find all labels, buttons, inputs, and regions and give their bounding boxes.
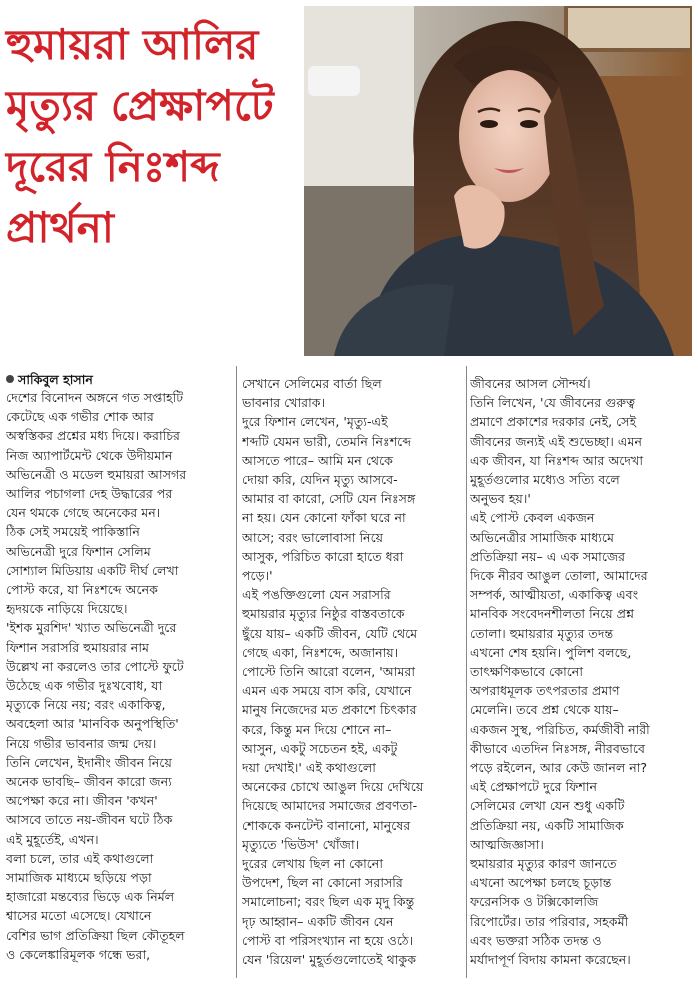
body-text-line: মেলেনি। তবে প্রশ্ন থেকে যায়– xyxy=(470,702,619,718)
byline-author: সাকিবুল হাসান xyxy=(18,372,93,387)
body-text-line: এক জীবন, যা নিঃশব্দ আর অদেখা xyxy=(470,452,643,468)
body-text-line: পোস্টে তিনি আরো বলেন, 'আমরা xyxy=(242,664,416,680)
article-column-3 xyxy=(470,374,692,969)
body-text-line: পড়ে।' xyxy=(242,568,273,584)
body-text-line: পড়ে রইলেন, আর কেউ জানল না? xyxy=(470,760,648,776)
body-text-line: দিয়েছে আমাদের সমাজের প্রবণতা- xyxy=(242,798,418,814)
body-text-line: আসতে পারে– আমি মন থেকে xyxy=(242,452,393,468)
body-text-line: ভাবনার খোরাক। xyxy=(242,395,326,411)
body-text-line: বলা চলে, তার এই কথাগুলো xyxy=(6,850,154,866)
body-text-line: সম্পর্ক, আত্মীয়তা, একাকিত্ব এবং xyxy=(470,587,639,603)
body-text-line: আত্মজিজ্ঞাসা। xyxy=(470,836,544,852)
body-text-line: মৃত্যুতে 'ভিউস' খোঁজা। xyxy=(242,836,360,852)
body-text-line: আমার বা কারো, সেটি যেন নিঃসঙ্গ xyxy=(242,491,416,507)
body-text-line: এখনো শেষ হয়নি। পুলিশ বলছে, xyxy=(470,644,632,660)
body-text-line: আলির পচাগলা দেহ উদ্ধারের পর xyxy=(6,486,173,502)
body-text-line: মর্যাদাপূর্ণ বিদায় কামনা করেছেন। xyxy=(470,952,631,968)
body-text-line: দৃঢ় আহ্বান– একটি জীবন যেন xyxy=(242,913,394,929)
body-text-line: ফরেনসিক ও টক্সিকোলজি xyxy=(470,894,599,910)
body-text-line: আসে; বরং ভালোবাসা নিয়ে xyxy=(242,529,384,545)
body-text-line: ফিশান সরাসরি হুমায়রার নাম xyxy=(6,639,149,655)
body-text-line: নিয়ে গভীর ভাবনার জন্ম দেয়। xyxy=(6,735,157,751)
body-text-line: অপরাধমূলক তৎপরতার প্রমাণ xyxy=(470,683,620,699)
body-text-line: আসুন, একটু সচেতন হই, একটু xyxy=(242,740,398,756)
body-text-line: প্রতিক্রিয়া নয়– এ এক সমাজের xyxy=(470,548,626,564)
body-text-line: এই পঙক্তিগুলো যেন সরাসরি xyxy=(242,587,391,603)
article-column-1 xyxy=(6,388,232,964)
body-text-line: ছুঁয়ে যায়– একটি জীবন, যেটি থেমে xyxy=(242,625,418,641)
body-text-line: অনেক ভাবছি– জীবন কারো জন্য xyxy=(6,774,172,790)
body-text-line: যেন 'রিয়েল' মুহূর্তগুলোতেই থাকুক xyxy=(242,952,417,968)
body-text-line: রিপোর্টের। তার পরিবার, সহকর্মী xyxy=(470,913,629,929)
body-text-line: সামাজিক মাধ্যমে ছড়িয়ে পড়া xyxy=(6,870,152,886)
body-text-line: প্রতিক্রিয়া নয়, একটি সামাজিক xyxy=(470,817,624,833)
body-text-line: দিকে নীরব আঙুল তোলা, আমাদের xyxy=(470,568,648,584)
body-text-line: বেশির ভাগ প্রতিক্রিয়া ছিল কৌতূহল xyxy=(6,927,185,943)
portrait-photo xyxy=(304,6,692,356)
body-text-line: যেন থমকে গেছে অনেকের মন। xyxy=(6,505,161,521)
body-text-line: গেছে একা, নিঃশব্দে, অজানায়। xyxy=(242,644,399,660)
body-text-line: অভিনেত্রীর সামাজিক মাধ্যমে xyxy=(470,529,614,545)
body-text-line: তিনি লিখেন, 'যে জীবনের গুরুত্ব xyxy=(470,395,636,411)
body-text-line: দুরের লেখায় ছিল না কোনো xyxy=(242,856,383,872)
body-text-line: নিজ অ্যাপার্টমেন্ট থেকে উদীয়মান xyxy=(6,447,173,463)
body-text-line: এখনো অপেক্ষা চলছে চূড়ান্ত xyxy=(470,875,612,891)
body-text-line: তিনি লেখেন, ইদানীং জীবন নিয়ে xyxy=(6,754,172,770)
body-text-line: জীবনের আসল সৌন্দর্য। xyxy=(470,376,591,391)
body-text-line: মুহূর্তগুলোর মধ্যেও সত্যি বলে xyxy=(470,472,620,488)
body-text-line: মৃত্যুকে নিয়ে নয়; বরং একাকিত্ব, xyxy=(6,697,166,713)
body-text-line: এবং ভক্তরা সঠিক তদন্ত ও xyxy=(470,932,602,948)
byline-bullet-icon xyxy=(6,375,14,383)
body-text-line: সেখানে সেলিমের বার্তা ছিল xyxy=(242,376,382,391)
body-text-line: দুরে ফিশান লেখেন, 'মৃত্যু-এই xyxy=(242,414,388,430)
body-text-line: দয়া দেখাই।' এই কথাগুলো xyxy=(242,760,376,776)
body-text-line: শ্বাসের মতো এসেছে। যেখানে xyxy=(6,908,152,924)
body-text-line: দেশের বিনোদন অঙ্গনে গত সপ্তাহটি xyxy=(6,390,184,405)
body-text-line: ঠিক সেই সময়েই পাকিস্তানি xyxy=(6,524,140,540)
body-text-line: ও কেলেঙ্কারিমূলক গন্ধে ভরা, xyxy=(6,946,151,962)
article-column-2 xyxy=(242,374,468,969)
body-text-line: এই মুহূর্তেই, এখন। xyxy=(6,831,99,847)
body-text-line: পোস্ট বা পরিসংখ্যান না হয়ে ওঠে। xyxy=(242,932,414,948)
body-text-line: শোককে কনটেন্ট বানানো, মানুষের xyxy=(242,817,411,833)
body-text-line: না হয়। যেন কোনো ফাঁকা ঘরে না xyxy=(242,510,406,526)
body-text-line: জীবনের জন্যই এই শুভেচ্ছা। এমন xyxy=(470,433,642,449)
body-text-line: হৃদয়কে নাড়িয়ে দিয়েছে। xyxy=(6,601,128,617)
body-text-line: তাৎক্ষণিকভাবে কোনো xyxy=(470,664,583,680)
body-text-line: উপদেশ, ছিল না কোনো সরাসরি xyxy=(242,875,403,891)
body-text-line: উঠেছে এক গভীর দুঃখবোধ, যা xyxy=(6,678,163,694)
body-text-line: অভিনেত্রী ও মডেল হুমায়রা আসগর xyxy=(6,466,187,482)
body-text-line: আসুক, পরিচিত কারো হাতে ধরা xyxy=(242,548,404,564)
body-text-line: মানবিক সংবেদনশীলতা নিয়ে প্রশ্ন xyxy=(470,606,635,622)
body-text-line: হুমায়রার মৃত্যুর কারণ জানতে xyxy=(470,856,617,872)
body-text-line: দোয়া করি, যেদিন মৃত্যু আসবে- xyxy=(242,472,398,488)
body-text-line: হাজারো মন্তব্যের ভিড়ে এক নির্মল xyxy=(6,889,175,905)
body-text-line: সমালোচনা; বরং ছিল এক মৃদু কিন্তু xyxy=(242,894,415,910)
body-text-line: আসবে তাতে নয়-জীবন ঘটে ঠিক xyxy=(6,812,173,828)
body-text-line: তোলা। হুমায়রার মৃত্যুর তদন্ত xyxy=(470,625,614,641)
body-text-line: অনুভব হয়।' xyxy=(470,491,531,507)
body-text-line: কীভাবে এতদিন নিঃসঙ্গ, নীরবভাবে xyxy=(470,740,645,756)
body-text-line: কেটেছে এক গভীর শোক আর xyxy=(6,409,154,425)
body-text-line: এই পোস্ট কেবল একজন xyxy=(470,510,595,526)
body-text-line: অনেকের চোখে আঙুল দিয়ে দেখিয়ে xyxy=(242,779,424,795)
body-text-line: অভিনেত্রী দুরে ফিশান সেলিম xyxy=(6,543,151,559)
body-text-line: মানুষ নিজেদের মত প্রকাশে চিৎকার xyxy=(242,702,417,718)
body-text-line: একজন সুস্থ, পরিচিত, কর্মজীবী নারী xyxy=(470,721,650,737)
body-text-line: সেলিমের লেখা যেন শুধু একটি xyxy=(470,798,625,814)
body-text-line: শব্দটি যেমন ভারী, তেমনি নিঃশব্দে xyxy=(242,433,412,449)
body-text-line: প্রমাণে প্রকাশের দরকার নেই, সেই xyxy=(470,414,637,430)
body-text-line: 'ইশক মুরশিদ' খ্যাত অভিনেত্রী দুরে xyxy=(6,620,177,636)
body-text-line: উল্লেখ না করলেও তার পোস্টে ফুটে xyxy=(6,658,184,674)
headline: হুমায়রা আলির মৃত্যুর প্রেক্ষাপটে দূরের নিঃশব্দ প্রার্থনা xyxy=(6,20,274,252)
column-divider xyxy=(236,366,237,978)
body-text-line: অবহেলা আর 'মানবিক অনুপস্থিতি' xyxy=(6,716,179,732)
body-text-line: সোশ্যাল মিডিয়ায় একটি দীর্ঘ লেখা xyxy=(6,562,179,578)
body-text-line: করে, কিন্তু মন দিয়ে শোনে না– xyxy=(242,721,392,737)
body-text-line: অপেক্ষা করে না। জীবন 'কখন' xyxy=(6,793,158,809)
body-text-line: এই প্রেক্ষাপটে দুরে ফিশান xyxy=(470,779,598,795)
body-text-line: অস্বস্তিকর প্রশ্নের মধ্য দিয়ে। করাচির xyxy=(6,428,180,444)
body-text-line: হুমায়রার মৃত্যুর নিষ্ঠুর বাস্তবতাকে xyxy=(242,606,405,622)
body-text-line: এমন এক সময়ে বাস করি, যেখানে xyxy=(242,683,412,699)
body-text-line: পোস্ট করে, যা নিঃশব্দে অনেক xyxy=(6,582,158,598)
